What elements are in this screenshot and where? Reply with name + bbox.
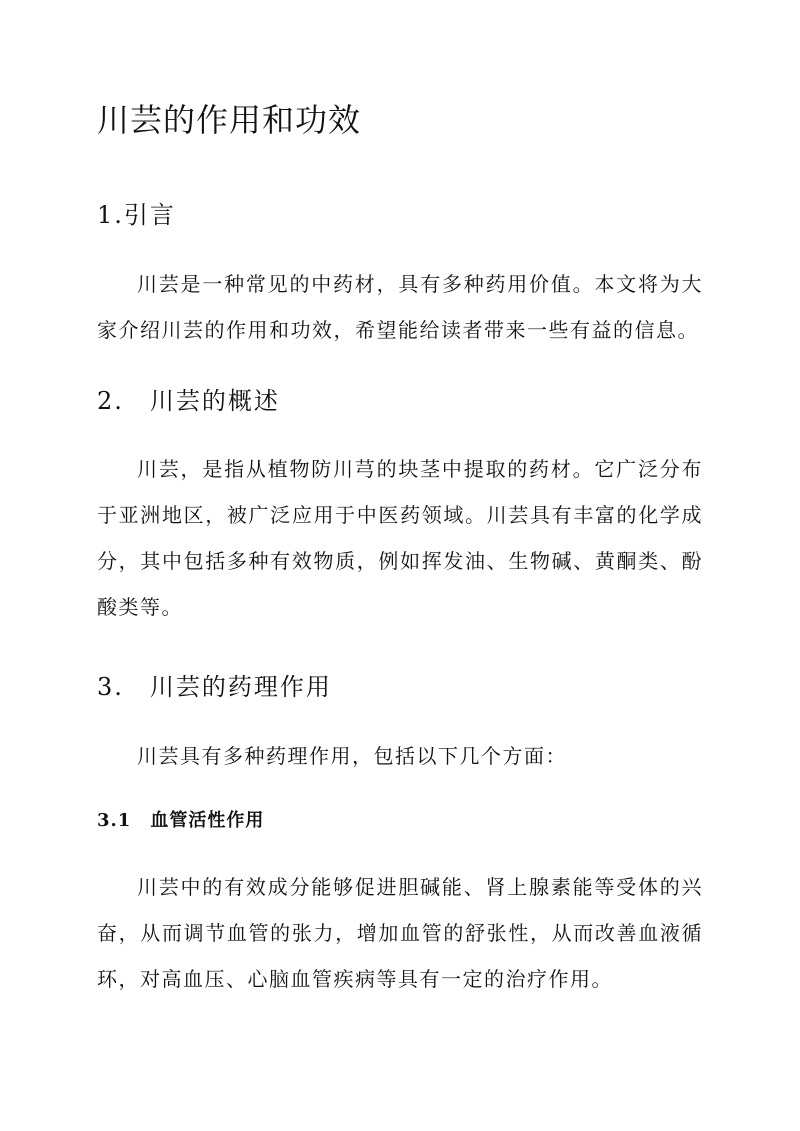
subsection-heading-vascular-activity: 3.1 血管活性作用 [97,810,265,831]
section-paragraph-overview: 川芸，是指从植物防川芎的块茎中提取的药材。它广泛分布于亚洲地区，被广泛应用于中医药领域。川芸具有丰富的化学成分，其中包括多种有效物质，例如挥发油、生物碱、黄酮类、酚酸类等。 [97,457,703,619]
section-heading-pharmacology: 3. 川芸的药理作用 [97,673,332,701]
subsection-paragraph-vascular-activity: 川芸中的有效成分能够促进胆碱能、肾上腺素能等受体的兴奋，从而调节血管的张力，增加血管的舒张性，从而改善血液循环，对高血压、心脑血管疾病等具有一定的治疗作用。 [97,875,703,991]
section-paragraph-introduction: 川芸是一种常见的中药材，具有多种药用价值。本文将为大家介绍川芸的作用和功效，希望能给读者带来一些有益的信息。 [97,272,703,342]
section-paragraph-pharmacology: 川芸具有多种药理作用，包括以下几个方面： [137,744,567,768]
document-title: 川芸的作用和功效 [97,101,362,139]
section-heading-overview: 2. 川芸的概述 [97,387,280,415]
section-heading-introduction: 1.引言 [97,201,176,229]
